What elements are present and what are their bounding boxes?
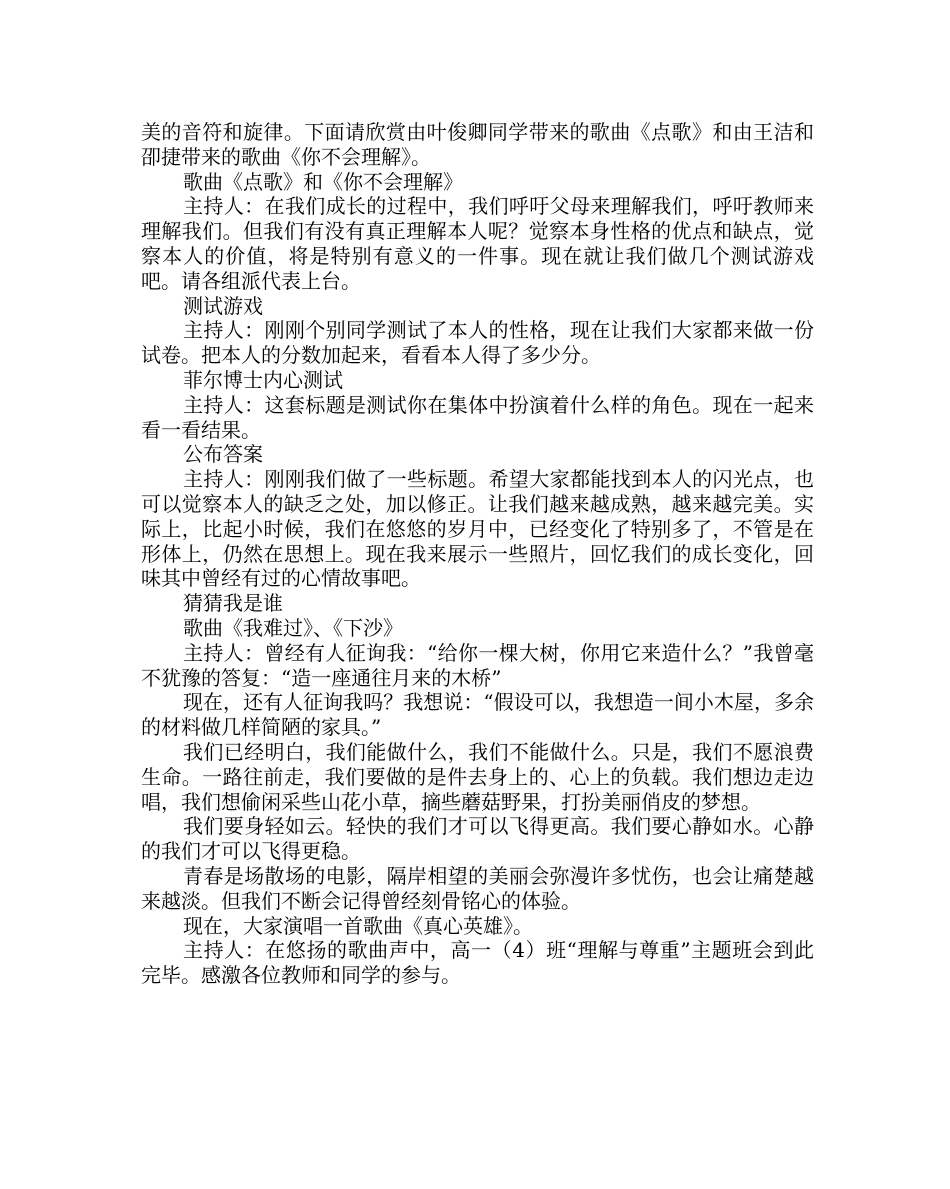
segment-title-answers: 公布答案 [183, 442, 263, 467]
paragraph-9: 青春是场散场的电影，隔岸相望的美丽会弥漫许多忧伤，也会让痛楚越来越淡。但我们不断会记得曾经刻骨铭心的体验。 [141, 863, 814, 913]
song-title-2: 歌曲《我难过》、《下沙》 [183, 615, 403, 640]
paragraph-host-3: 主持人：这套标题是测试你在集体中扮演着什么样的角色。现在一起来看一看结果。 [141, 392, 814, 442]
paragraph-host-closing: 主持人：在悠扬的歌曲声中，高一（4）班“理解与尊重”主题班会到此完毕。感激各位教师和同学的参与。 [141, 938, 814, 988]
paragraph-8: 我们要身轻如云。轻快的我们才可以飞得更高。我们要心静如水。心静的我们才可以飞得更稳。 [141, 814, 814, 864]
paragraph-host-1: 主持人：在我们成长的过程中，我们呼吁父母来理解我们，呼吁教师来理解我们。但我们有没有真正理解本人呢？觉察本身性格的优点和缺点，觉察本人的价值，将是特别有意义的一件事。现在就让我们做几个测试游戏吧。请各组派代表上台。 [141, 194, 814, 293]
paragraph-6: 现在，还有人征询我吗？我想说：“假设可以，我想造一间小木屋，多余的材料做几样简陋的家具。” [141, 690, 814, 740]
segment-title-guess: 猜猜我是谁 [183, 591, 283, 616]
song-title-1: 歌曲《点歌》和《你不会理解》 [183, 169, 463, 194]
document-page [141, 120, 814, 988]
segment-title-test-game: 测试游戏 [183, 293, 263, 318]
paragraph-10: 现在，大家演唱一首歌曲《真心英雄》。 [183, 913, 533, 938]
paragraph-7: 我们已经明白，我们能做什么，我们不能做什么。只是，我们不愿浪费生命。一路往前走，我们要做的是件去身上的、心上的负载。我们想边走边唱，我们想偷闲采些山花小草，摘些蘑菇野果，打扮美丽俏皮的梦想。 [141, 739, 814, 814]
paragraph-host-4: 主持人：刚刚我们做了一些标题。希望大家都能找到本人的闪光点，也可以觉察本人的缺乏之处，加以修正。让我们越来越成熟，越来越完美。实际上，比起小时候，我们在悠悠的岁月中，已经变化了特别多了，不管是在形体上，仍然在思想上。现在我来展示一些照片，回忆我们的成长变化，回味其中曾经有过的心情故事吧。 [141, 467, 814, 591]
segment-title-phil-test: 菲尔博士内心测试 [183, 367, 343, 392]
paragraph-1: 美的音符和旋律。下面请欣赏由叶俊卿同学带来的歌曲《点歌》和由王洁和卲捷带来的歌曲《你不会理解》。 [141, 120, 814, 169]
paragraph-host-5: 主持人：曾经有人征询我：“给你一棵大树，你用它来造什么？”我曾毫不犹豫的答复：“造一座通往月来的木桥” [141, 640, 814, 690]
paragraph-host-2: 主持人：刚刚个别同学测试了本人的性格，现在让我们大家都来做一份试卷。把本人的分数加起来，看看本人得了多少分。 [141, 318, 814, 368]
